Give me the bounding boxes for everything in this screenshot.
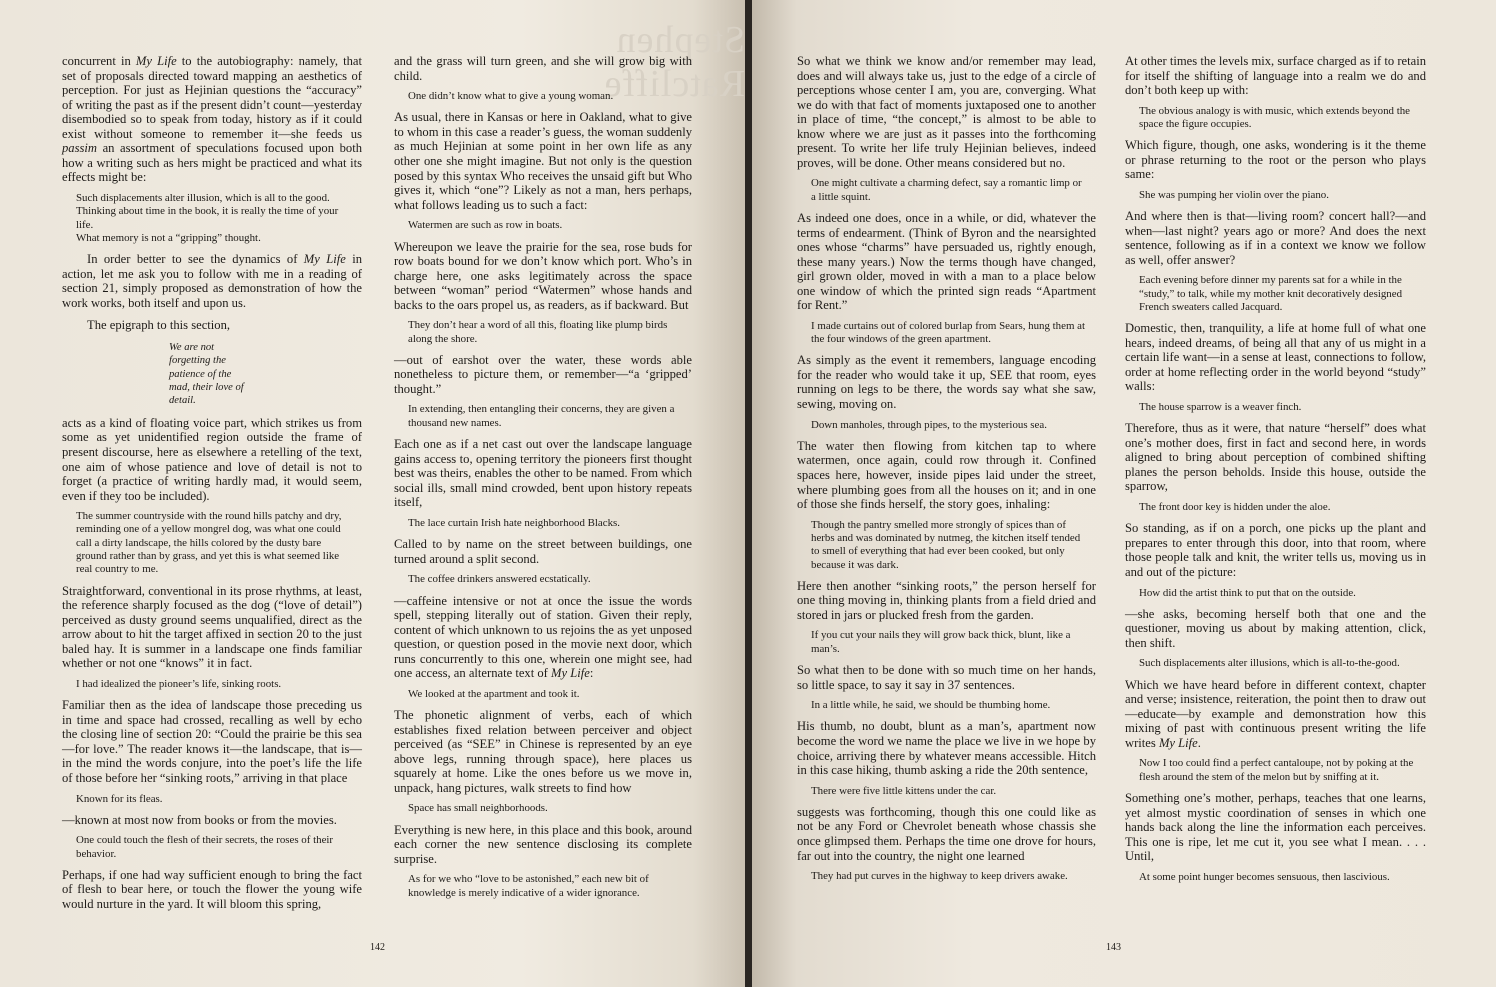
body-paragraph: The epigraph to this section, [87,318,231,333]
body-paragraph: His thumb, no doubt, blunt as a man’s, apartment now become the word we name the place we live in we hope by choice, arriving there by whatever means accessible. Hitch in this case hiking, thumb asking a ride the 20th sentence, [797,719,1096,778]
book-gutter [745,0,752,987]
body-paragraph: In order better to see the dynamics of My Life in action, let me ask you to follow with me in a reading of section 21, simply proposed as demonstration of how the work works, both itself and upon us. [62,252,363,310]
block-quote [408,802,684,815]
quote-line: The front door key is hidden under the aloe. [1139,501,1331,514]
quote-line: Now I too could find a perfect cantaloupe, not by poking at the flesh around the stem of the melon but by sniffing at it. [1139,757,1414,783]
quote-line: The summer countryside with the round hills patchy and dry, reminding one of a yellow mongrel dog, was what one could call a dirty landscape, the hills colored by the dusty bare ground rather than by grass, and yet this is what seemed like real country to me. [76,510,342,576]
quote-line: Watermen are such as row in boats. [408,219,563,232]
quote-line: One could touch the flesh of their secrets, the roses of their behavior. [76,834,334,860]
quote-line: mad, their love of [169,382,244,394]
block-quote [76,192,354,245]
block-quote [811,177,1088,204]
block-quote [811,785,1088,798]
quote-line: In a little while, he said, we should be thumbing home. [811,699,1051,712]
body-paragraph: Familiar then as the idea of landscape those preceding us in time and space had crossed, recalling as well by echo the closing line of section 20: “Could the prairie be this sea—for love.” The reader knows it—the landscape, that is—in the mind the words conjure, into the poet’s life the life of those before her “sinking roots,” arriving in that place [62,698,362,785]
body-paragraph: —caffeine intensive or not at once the issue the words spell, stepping literally out of station. Given their reply, content of which unknown to us rejoins the as yet unposed question, or question posed in the movie next door, which runs concurrently to this one, wherein one might see, had one access, an alternate text of My Life: [394,593,692,681]
quote-line: Known for its fleas. [76,792,163,805]
body-paragraph: acts as a kind of floating voice part, which strikes us from some as yet unidentified region outside the frame of present discourse, here as elsewhere a retelling of the text, one aim of whose patience and love of detail is not to forget (a practice of writing hardly mad, it would seem, even if they too be included). [62,415,362,503]
block-quote [408,319,684,346]
block-quote [1139,189,1418,202]
block-quote [811,629,1088,656]
quote-line: I made curtains out of colored burlap from Sears, hung them at the four windows of the green apartment. [811,319,1085,346]
block-quote [811,320,1088,347]
body-paragraph: concurrent in My Life to the autobiography: namely, that set of proposals directed toward mapping an aesthetics of perception. For just as Hejinian questions the “accuracy” of writing the past as if the present didn’t count—yesterday disembodied so to speak from today, history as if it could exist without someone to remember it—she feeds us passim an assortment of speculations focused upon both how a writing such as hers might be practiced and what its effects might be: [62,54,363,185]
quote-line: Each evening before dinner my parents sat for a while in the “study,” to talk, while my mother knit decoratively designed French sweaters called Jacquard. [1139,274,1403,313]
quote-line: I had idealized the pioneer’s life, sinking roots. [76,677,282,690]
right-column-2 [1125,54,1426,891]
show-through-header: Stephen Ratcliffe [603,19,745,105]
block-quote [76,834,354,861]
block-quote [811,870,1088,883]
quote-line: How did the artist think to put that on the outside. [1139,586,1356,599]
block-quote [1139,757,1418,784]
left-page [0,0,745,987]
body-paragraph: As usual, there in Kansas or here in Oakland, what to give to whom in this case a reader’s guess, the woman suddenly as much Hejinian at some point in her own life as any other one she might imagine. But not only is the question posed by this syntax Who receives the unsaid gift but Who gives it, which “one”? Likely as not a man, hers perhaps, what follows leading us to such a fact: [394,110,692,212]
left-column-2 [394,54,692,907]
quote-line: patience of the [169,368,232,380]
body-paragraph: Straightforward, conventional in its prose rhythms, at least, the reference sharply focused as the dog (“love of detail”) perceived as dusty ground seems unqualified, direct as the arrow about to hit the target affixed in section 20 to the just baled hay. It is summer in a landscape one finds familiar whether or not one “knows” it in fact. [62,583,362,671]
block-quote [408,688,684,701]
quote-line: The obvious analogy is with music, which extends beyond the space the figure occupies. [1139,104,1411,130]
block-quote [76,678,354,691]
quote-line: The coffee drinkers answered ecstatically. [408,573,591,586]
quote-line: One didn’t know what to give a young woman. [408,90,614,103]
body-paragraph: As indeed one does, once in a while, or did, whatever the terms of endearment. (Think of Byron and the nearsighted ones whose “charms” have persuaded us, rightly enough, these many years.) Now the terms though have changed, girl grown older, moved in with a man to a place below one window of which the printed sign reads “Apartment for Rent.” [797,210,1096,313]
quote-line: If you cut your nails they will grow back thick, blunt, like a man’s. [811,629,1071,655]
block-quote [811,699,1088,712]
block-quote [1139,871,1418,884]
block-quote [1139,501,1418,514]
body-paragraph: Perhaps, if one had way sufficient enough to bring the fact of flesh to bear here, or touch the flower the young wife would nurture in the yard. It will bloom this spring, [62,867,362,912]
page-number-right: 143 [1106,942,1121,953]
quote-line: She was pumping her violin over the piano. [1139,188,1329,201]
block-quote [408,873,684,900]
block-quote [811,519,1088,572]
quote-line: At some point hunger becomes sensuous, then lascivious. [1139,870,1390,883]
quote-line: Thinking about time in the book, it is really the time of your life. [76,205,339,231]
block-quote [1139,587,1418,600]
body-paragraph: Here then another “sinking roots,” the person herself for one thing moving in, thinking plants from a field dried and stored in jars or plucked fresh from the garden. [797,578,1096,622]
block-quote [76,793,354,806]
quote-line: We looked at the apartment and took it. [408,687,580,700]
quote-line: In extending, then entangling their concerns, they are given a thousand new names. [408,403,675,429]
body-paragraph: Which figure, though, one asks, wondering is it the theme or phrase returning to the root or the person who plays same: [1125,138,1426,182]
right-page [752,0,1496,987]
body-paragraph: and the grass will turn green, and she will grow big with child. [394,54,692,83]
body-paragraph: Called to by name on the street between buildings, one turned around a split second. [394,537,692,566]
body-paragraph: So what then to be done with so much time on her hands, so little space, to say it say in 37 sentences. [797,663,1096,692]
quote-line: Such displacements alter illusion, which is all to the good. [76,191,330,204]
block-quote [76,510,354,576]
quote-line: There were five little kittens under the car. [811,784,997,797]
body-paragraph: The phonetic alignment of verbs, each of which establishes fixed relation between perceiver and object perceived (as “SEE” in Chinese is represented by an eye above legs, running through space), here places us squarely at home. Like the ones before us we move in, unpack, hang pictures, walk streets to find how [394,708,692,795]
body-paragraph: —she asks, becoming herself both that one and the questioner, moving us about by making attention, click, then shift. [1125,606,1426,650]
quote-line: Such displacements alter illusions, which is all-to-the-good. [1139,657,1400,670]
block-quote [408,573,684,586]
body-paragraph: As simply as the event it remembers, language encoding for the reader who would take it up, SEE that room, eyes running on legs to be there, the words say what she saw, sewing, moving on. [797,353,1096,412]
body-paragraph: And where then is that—living room? concert hall?—and when—last night? years ago or more? And does the next sentence, following as if in a context we know we follow as well, offer answer? [1125,209,1426,267]
quote-line: Down manholes, through pipes, to the mysterious sea. [811,418,1047,431]
body-paragraph: Therefore, thus as it were, that nature “herself” does what one’s mother does, first in fact and second here, in words aligned to bring about perception of combined shifting planes the person beholds. Inside this house, outside the sparrow, [1125,421,1426,494]
body-paragraph: Everything is new here, in this place and this book, around each corner the new sentence disclosing its complete surprise. [394,822,692,866]
quote-line: We are not [169,341,215,353]
block-quote [1139,401,1418,414]
block-quote [408,403,684,430]
right-column-1 [797,54,1096,890]
quote-line: They had put curves in the highway to keep drivers awake. [811,870,1068,883]
quote-line: As for we who “love to be astonished,” each new bit of knowledge is merely indicative of a wider ignorance. [408,873,649,899]
block-quote [408,90,684,103]
block-quote [408,517,684,530]
block-quote [1139,274,1418,314]
page-number-left: 142 [370,942,385,953]
block-quote [1139,657,1418,670]
body-paragraph: Whereupon we leave the prairie for the sea, rose buds for row boats bound for we don’t know which port. Who’s in charge here, one asks legitimately across the space between “woman” period “Watermen” whose hands and backs to the oars propel us, as readers, as if backward. But [394,239,692,312]
quote-line: Though the pantry smelled more strongly of spices than of herbs and was dominated by nutmeg, the kitchen itself tended to smell of everything that had ever been cooked, but only because it was dark. [811,518,1081,571]
block-quote [408,219,684,232]
quote-line: detail. [169,395,196,407]
quote-line: The lace curtain Irish hate neighborhood Blacks. [408,516,620,529]
body-paragraph: Domestic, then, tranquility, a life at home full of what one hears, indeed dreams, of being all that any of us might in a certain life want—in a sense at least, connections to follow, order at home reflecting order in the world beyond “study” walls: [1125,321,1426,394]
epigraph-poem [169,341,362,408]
quote-line: They don’t hear a word of all this, floating like plump birds along the shore. [408,319,668,345]
quote-line: One might cultivate a charming defect, say a romantic limp or a little squint. [811,177,1082,203]
body-paragraph: At other times the levels mix, surface charged as if to retain for itself the shifting of language into a realm we do and don’t both keep up with: [1125,54,1426,98]
quote-line: What memory is not a “gripping” thought. [76,231,261,244]
body-paragraph: So standing, as if on a porch, one picks up the plant and prepares to enter through this door, into that room, where those people talk and knit, the writer tells us, moving us in and out of the picture: [1125,521,1426,579]
body-paragraph: —known at most now from books or from the movies. [62,812,337,827]
quote-line: forgetting the [169,355,226,367]
body-paragraph: suggests was forthcoming, though this one could like as not be any Ford or Chevrolet beneath whose chassis she once glimpsed them. Perhaps the time one drove for hours, far out into the country, the night one learned [797,804,1096,863]
body-paragraph: So what we think we know and/or remember may lead, does and will always take us, just to the edge of a circle of perceptions whose center I am, you are, converging. What we do with that fact of moments juxtaposed one to another in place of time, “the concept,” is almost to be able to know where we are just as it passes into the forthcoming present. To write her life truly Hejinian believes, indeed proves, will be done. Other means considered but no. [797,54,1096,170]
body-paragraph: —out of earshot over the water, these words able nonetheless to picture them, or remember—“a ‘gripped’ thought.” [394,352,692,396]
quote-line: The house sparrow is a weaver finch. [1139,400,1302,413]
block-quote [811,419,1088,432]
body-paragraph: Something one’s mother, perhaps, teaches that one learns, yet almost mystic coordination of senses in which one hands back along the line the information each perceives. This one is ripe, let me cut it, you see what I mean. . . . Until, [1125,791,1426,864]
body-paragraph: Which we have heard before in different context, chapter and verse; insistence, reiteration, the point then to draw out—educate—by example and demonstration how this mixing of past with continuous present writing the life writes My Life. [1125,677,1426,750]
body-paragraph: Each one as if a net cast out over the landscape language gains access to, opening territory the pioneers first thought best was theirs, enables the other to be named. From which social ills, small mind crowded, bent upon history repeats itself, [394,437,692,510]
body-paragraph: The water then flowing from kitchen tap to where watermen, once again, could row through it. Confined spaces here, however, inside pipes laid under the street, where plumbing goes from all the houses on it; and in one of those she finds herself, the story goes, inhaling: [797,438,1096,512]
quote-line: Space has small neighborhoods. [408,802,548,815]
block-quote [1139,105,1418,132]
left-column-1 [62,54,362,912]
